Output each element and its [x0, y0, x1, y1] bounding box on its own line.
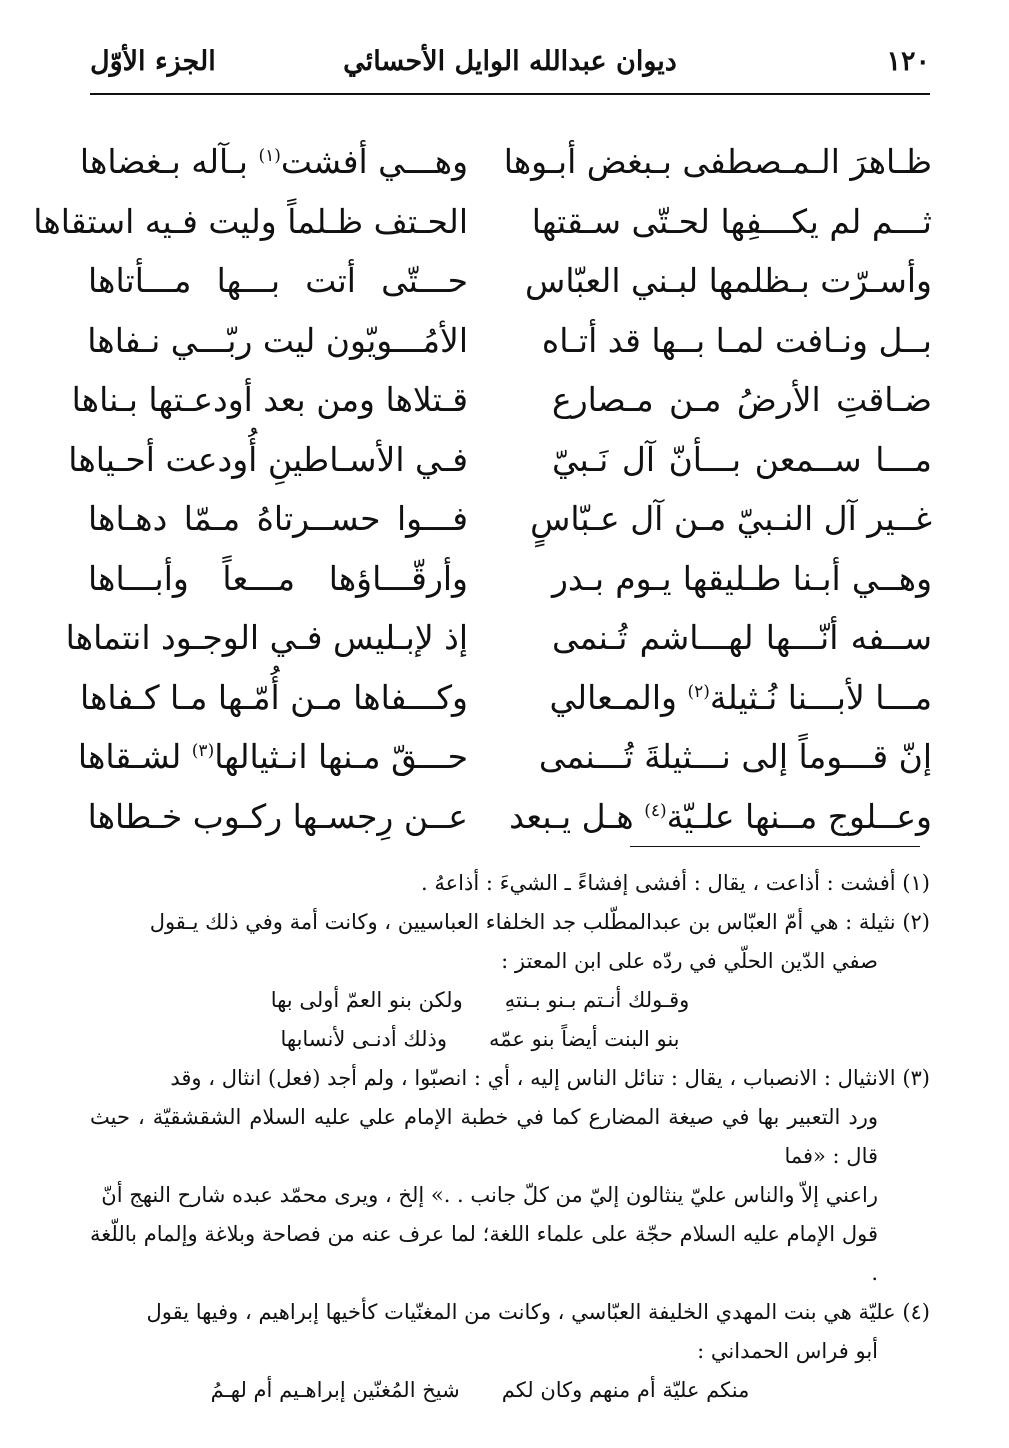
- verse: [79, 668, 932, 728]
- verse-first-half: ثـــم لم يكـــفِها لحـتّى سـقتها: [531, 201, 932, 241]
- page-number: ١٢٠: [886, 46, 930, 77]
- verse: [71, 370, 932, 430]
- verse: [88, 251, 932, 311]
- footnote-3: (٣) الانثيال : الانصباب ، يقال : تنائل الناس إليه ، أي : انصبّوا ، ولم أجد (فعل) انثال ، وقد ورد التعبير بها في صيغة المضارع كما في خطبة الإمام علي عليه السلام الشقشقيّة ، حيث قال : «فما راعني إلاّ والناس عليّ ينثالون إليّ من كلّ جانب . .» إلخ ، ويرى محمّد عبده شارح النهج أنّ قول الإمام عليه السلام حجّة على علماء اللغة؛ لما عرف عنه من فصاحة وبلاغة وإلمام باللّغة .: [90, 1066, 930, 1285]
- verse-first-half: إنّ قـــوماً إلى نـــثيلةَ تُـــنمى: [538, 737, 932, 777]
- verse-first-half: غــير آل النـبيّ مـن آل عـبّاسٍ: [530, 499, 932, 539]
- verse-second-half: فـي الأسـاطينِ أُودعت أحـياها: [68, 439, 468, 479]
- footnote-2: (٢) نثيلة : هي أمّ العبّاس بن عبدالمطّلب جد الخلفاء العباسيين ، وكانت أمة وفي ذلك يـقول صفي الدّين الحلّي في ردّه على ابن المعتز : وقـولك أنـتم بـنو بـنتهِ ولكن بنو العمّ أولى بها بنو البنت أيضاً بنو عمّه وذلك أدنـى لأنسابها: [90, 903, 930, 1059]
- verse-first-half: ضـاقتِ الأرضُ مـن مـصارع: [552, 380, 932, 420]
- quoted-verse: بنو البنت أيضاً بنو عمّه وذلك أدنـى لأنسابها: [280, 1027, 680, 1051]
- quoted-verse: منكم عليّة أم منهم وكان لكم شيخ المُغنّين إبراهـيم أم لهـمُ: [210, 1378, 750, 1402]
- verse-second-half: الحـتف ظـلماً وليت فـيه استقاها: [33, 201, 468, 241]
- verse-first-half: وهــي أبـنا طـليقها يـوم بـدر: [552, 558, 932, 598]
- verse: [88, 787, 932, 847]
- quoted-verse: وقـولك أنـتم بـنو بـنتهِ ولكن بنو العمّ أولى بها: [270, 988, 690, 1012]
- verse-second-half: حـــقّ مـنها انـثيالها$^{(٣)}$ لشـقاها: [77, 737, 468, 777]
- poem: [33, 132, 932, 846]
- verse-second-half: قـتلاها ومن بعد أودعـتها بـناها: [71, 380, 468, 420]
- book-title: ديوان عبدالله الوايل الأحسائي: [343, 46, 677, 77]
- verse-first-half: بــل ونـافت لمـا بــها قد أتـاه: [541, 320, 932, 360]
- verse: [79, 132, 932, 192]
- verse-first-half: ظـاهرَ الـمـصطفى بـبغض أبـوها: [503, 142, 932, 182]
- verse-second-half: فـــوا حســرتاهُ مـمّا دهـاها: [88, 499, 468, 539]
- part-label: الجزء الأوّل: [90, 46, 216, 77]
- footnote-1: (١) أفشت : أذاعت ، يقال : أفشى إفشاءً ـ الشيءَ : أذاعهُ .: [421, 871, 930, 895]
- verse: [77, 727, 932, 787]
- verse-second-half: إذ لإبـليس فـي الوجـود انتماها: [65, 618, 468, 658]
- verse-first-half: مـــا لأبـــنا نُـثيلة$^{(٢)}$ والمـعالي: [549, 677, 932, 717]
- footnote-ref: (١): [258, 146, 281, 167]
- header-divider: [90, 93, 930, 95]
- footnote-divider: [630, 846, 920, 847]
- footnote-4: (٤) عليّة هي بنت المهدي الخليفة العبّاسي ، وكانت من المغنّيات كأخيها إبراهيم ، وفيها يقول أبو فراس الحمداني : منكم عليّة أم منهم وكان لكم شيخ المُغنّين إبراهـيم أم لهـمُ: [90, 1293, 930, 1410]
- footnote-ref: (٤): [644, 800, 667, 821]
- verse: [88, 549, 932, 609]
- footnote-ref: (٣): [191, 741, 215, 762]
- verse-second-half: وأرقّـــاؤها مـــعاً وأبـــاها: [88, 558, 468, 598]
- verse-second-half: وكـــفاها مـن أُمّـها مـا كـفاها: [79, 677, 468, 717]
- verse-second-half: وهـــي أفشت$^{(١)}$ بـآله بـغضاها: [79, 142, 468, 182]
- footnote-ref: (٢): [687, 681, 710, 702]
- verse-first-half: وعــلوج مــنها علـيّة$^{(٤)}$ هـل يـبعد: [509, 796, 932, 836]
- page-header: [90, 36, 930, 92]
- verse-second-half: الأمُـــويّون ليت ربّـــي نـفاها: [87, 320, 468, 360]
- verse-second-half: حـــتّى أتت بـــها مـــأتاها: [88, 261, 468, 301]
- verse-first-half: ســفه أنّـــها لهـــاشم تُـنمى: [552, 618, 932, 658]
- verse-second-half: عــن رِجسـها ركـوب خـطاها: [87, 796, 468, 836]
- footnotes: [90, 864, 930, 1410]
- verse: [65, 608, 932, 668]
- verse: [88, 489, 932, 549]
- verse: [33, 192, 932, 252]
- verse: [68, 430, 932, 490]
- verse-first-half: مـــا ســمعن بـــأنّ آل نَـبيّ: [552, 439, 932, 479]
- verse: [88, 311, 932, 371]
- verse-first-half: وأسـرّت بـظلمها لبـني العبّاس: [525, 261, 932, 301]
